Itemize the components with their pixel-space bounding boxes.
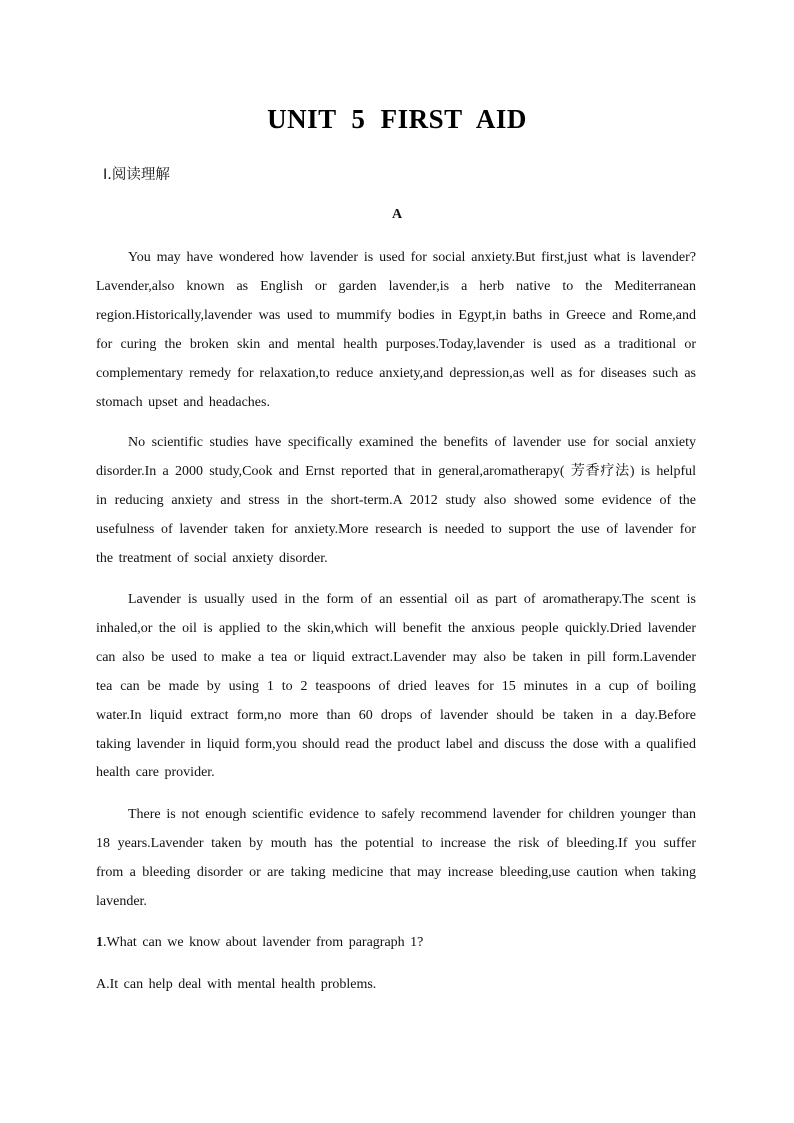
question-1: [96, 935, 696, 951]
question-number: 1: [96, 935, 103, 950]
section-heading: Ⅰ.阅读理解: [103, 167, 170, 183]
passage-paragraph-3: Lavender is usually used in the form of an essential oil as part of aromatherapy.The scent is inhaled,or the oil is applied to the skin,which will benefit the anxious people quickly.Dried lavender can also be used to make a tea or liquid extract.Lavender may also be taken in pill form.Lavender tea can be made by using 1 to 2 teaspoons of dried leaves for 15 minutes in a cup of boiling water.In liquid extract form,no more than 60 drops of lavender should be taken in a day.Before taking lavender in liquid form,you should read the product label and discuss the dose with a qualified health care provider.: [96, 592, 696, 781]
page-title: UNIT 5 FIRST AID: [267, 104, 527, 134]
question-text: .What can we know about lavender from paragraph 1?: [103, 935, 424, 950]
question-1-option-a: A.It can help deal with mental health problems.: [96, 977, 377, 992]
passage-paragraph-4: There is not enough scientific evidence to safely recommend lavender for children younger than 18 years.Lavender taken by mouth has the potential to increase the risk of bleeding.If you suffer from a bleeding disorder or are taking medicine that may increase bleeding,use caution when taking lavender.: [96, 807, 696, 909]
passage-paragraph-2: No scientific studies have specifically examined the benefits of lavender use for social anxiety disorder.In a 2000 study,Cook and Ernst reported that in general,aromatherapy( 芳香疗法) is helpful in reducing anxiety and stress in the short-term.A 2012 study also showed some evidence of the usefulness of lavender taken for anxiety.More research is needed to support the use of lavender for the treatment of social anxiety disorder.: [96, 435, 696, 566]
passage-label: A: [391, 207, 403, 222]
passage-paragraph-1: You may have wondered how lavender is used for social anxiety.But first,just what is lavender?Lavender,also known as English or garden lavender,is a herb native to the Mediterranean region.Historically,lavender was used to mummify bodies in Egypt,in baths in Greece and Rome,and for curing the broken skin and mental health purposes.Today,lavender is used as a traditional or complementary remedy for relaxation,to reduce anxiety,and depression,as well as for diseases such as stomach upset and headaches.: [96, 250, 696, 410]
